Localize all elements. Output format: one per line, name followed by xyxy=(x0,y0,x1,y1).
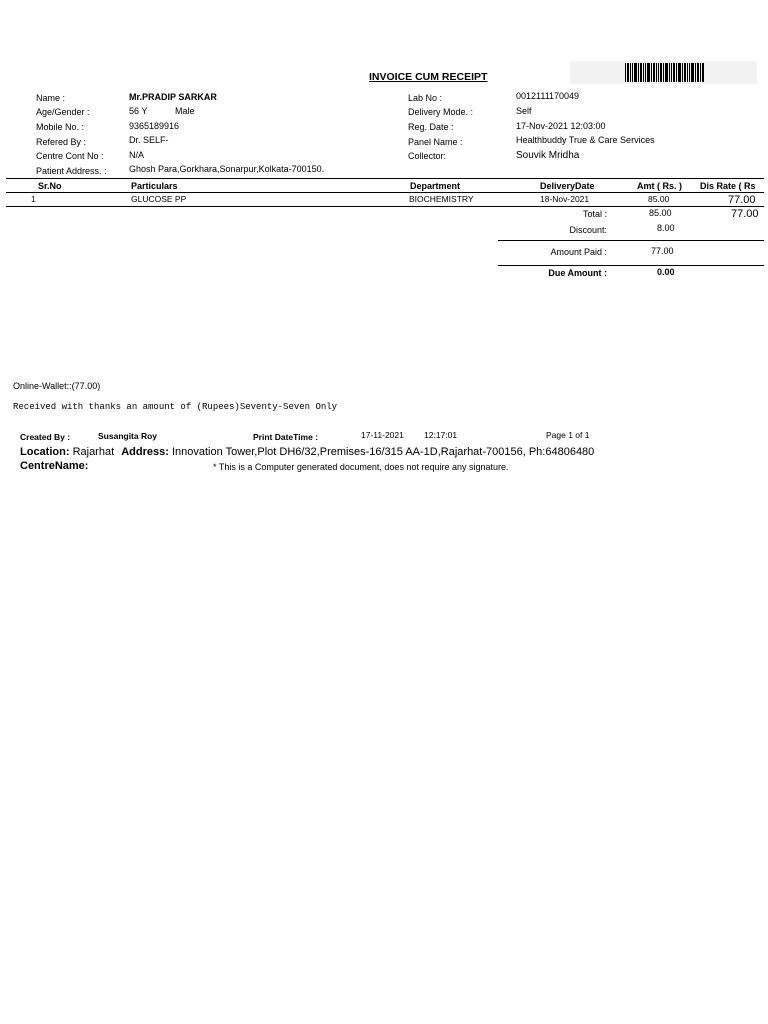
panel-name-label: Panel Name : xyxy=(408,137,463,147)
print-date: 17-11-2021 xyxy=(361,430,404,440)
header-dis-rate: Dis Rate ( Rs xyxy=(700,181,756,191)
due-amount: 0.00 xyxy=(657,267,675,277)
wallet-payment: Online-Wallet::(77.00) xyxy=(13,381,101,391)
header-amount: Amt ( Rs. ) xyxy=(637,181,682,191)
total-label: Total : xyxy=(582,209,607,219)
reg-date-label: Reg. Date : xyxy=(408,122,454,132)
table-header-rule xyxy=(6,192,764,193)
name-label: Name : xyxy=(36,93,66,103)
created-by-label: Created By : xyxy=(20,432,71,442)
total-amount: 85.00 xyxy=(649,208,672,218)
print-time: 12:17:01 xyxy=(424,430,458,440)
patient-gender: Male xyxy=(175,106,195,116)
computer-generated-note: * This is a Computer generated document, does not require any signature. xyxy=(213,462,509,472)
centre-name-label: CentreName: xyxy=(20,460,89,472)
table-row-rule xyxy=(6,206,764,207)
totals-rule-2 xyxy=(498,265,764,266)
panel-name: Healthbuddy True & Care Services xyxy=(516,135,655,145)
header-delivery-date: DeliveryDate xyxy=(540,181,595,191)
collector-label: Collector: xyxy=(408,151,447,161)
due-amount-label: Due Amount : xyxy=(548,268,607,278)
centre-cont-no: N/A xyxy=(129,150,145,160)
row-dis-rate: 77.00 xyxy=(728,194,756,206)
referred-by: Dr. SELF- xyxy=(129,135,169,145)
discount-amount: 8.00 xyxy=(657,223,675,233)
centre-address: Innovation Tower,Plot DH6/32,Premises-16/315 AA-1D,Rajarhat-700156, Ph:64806480 xyxy=(171,446,595,458)
patient-name: Mr.PRADIP SARKAR xyxy=(129,92,217,102)
location-label: Location: xyxy=(20,446,70,458)
header-particulars: Particulars xyxy=(131,181,178,191)
referred-label: Refered By : xyxy=(36,137,87,147)
created-by: Susangita Roy xyxy=(98,431,158,441)
row-particulars: GLUCOSE PP xyxy=(131,194,187,204)
patient-age: 56 Y xyxy=(129,106,148,116)
delivery-mode: Self xyxy=(516,106,532,116)
centre-cont-label: Centre Cont No : xyxy=(36,151,104,161)
patient-address: Ghosh Para,Gorkhara,Sonarpur,Kolkata-700150. xyxy=(129,164,325,174)
row-delivery-date: 18-Nov-2021 xyxy=(540,194,590,204)
barcode xyxy=(570,61,757,84)
totals-rule-1 xyxy=(498,240,764,241)
amount-paid-label: Amount Paid : xyxy=(550,247,607,257)
header-department: Department xyxy=(410,181,461,191)
mobile-label: Mobile No. : xyxy=(36,122,85,132)
address-label: Patient Address. : xyxy=(36,166,107,176)
row-amount: 85.00 xyxy=(648,194,670,204)
amount-paid: 77.00 xyxy=(651,246,674,256)
reg-date: 17-Nov-2021 12:03:00 xyxy=(516,121,606,131)
patient-mobile: 9365189916 xyxy=(129,121,180,131)
age-gender-label: Age/Gender : xyxy=(36,107,90,117)
row-department: BIOCHEMISTRY xyxy=(409,194,474,204)
document-title: INVOICE CUM RECEIPT xyxy=(369,71,488,83)
collector: Souvik Mridha xyxy=(516,150,580,161)
location-line xyxy=(20,446,594,458)
received-statement: Received with thanks an amount of (Rupees)Seventy-Seven Only xyxy=(13,402,338,412)
table-top-rule xyxy=(6,178,764,179)
lab-no-label: Lab No : xyxy=(408,93,443,103)
page-number: Page 1 of 1 xyxy=(546,430,590,440)
delivery-mode-label: Delivery Mode. : xyxy=(408,107,474,117)
discount-label: Discount: xyxy=(569,225,607,235)
header-sr-no: Sr.No xyxy=(38,181,62,191)
location: Rajarhat xyxy=(72,446,115,458)
barcode-icon xyxy=(625,63,705,82)
total-dis-rate: 77.00 xyxy=(731,208,759,220)
centre-address-label: Address: xyxy=(121,446,169,458)
row-sr-no: 1 xyxy=(31,194,36,204)
print-datetime-label: Print DateTime : xyxy=(253,432,319,442)
lab-no: 0012111170049 xyxy=(516,91,580,101)
